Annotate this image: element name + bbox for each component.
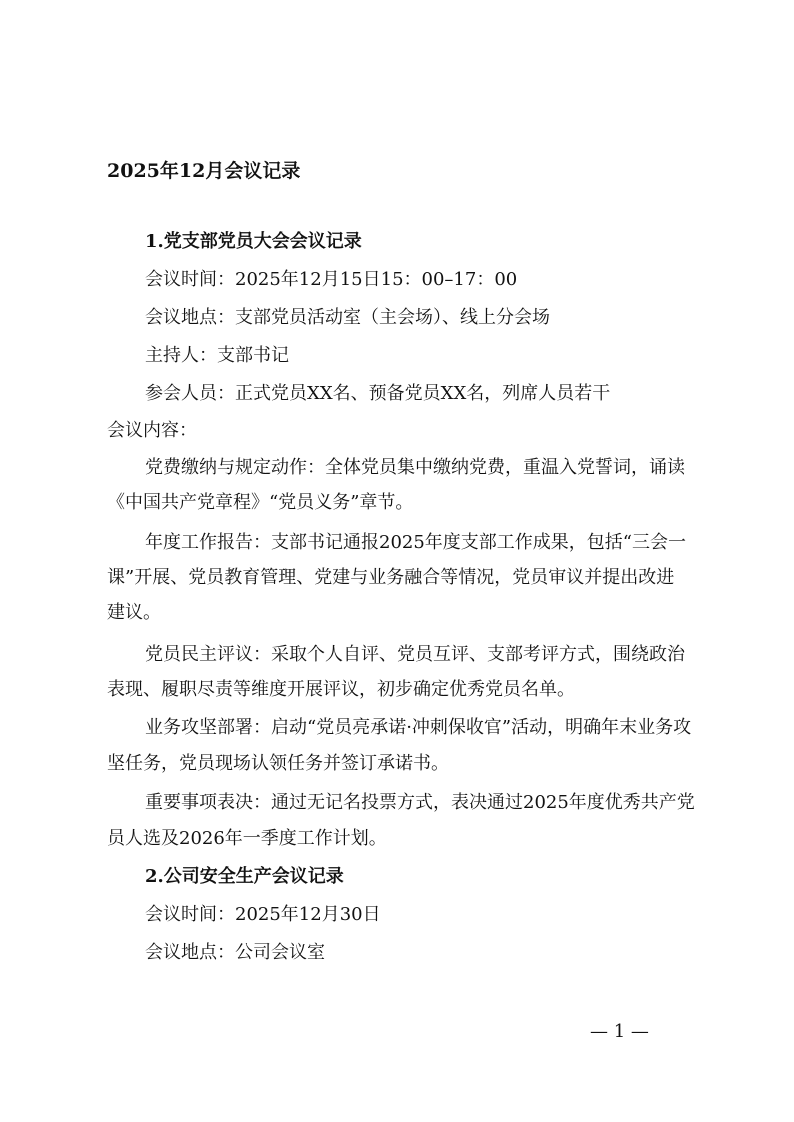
section1-meeting-time: 会议时间：2025年12月15日15：00–17：00 (145, 269, 518, 290)
section2-meeting-time: 会议时间：2025年12月30日 (145, 904, 381, 925)
section1-heading: 1.党支部党员大会会议记录 (145, 231, 362, 252)
section1-item2-line3: 建议。 (107, 602, 161, 623)
section2-meeting-place: 会议地点：公司会议室 (145, 942, 325, 963)
section1-host: 主持人：支部书记 (145, 345, 289, 366)
section1-item1-line2: 《中国共产党章程》“党员义务”章节。 (107, 492, 414, 513)
section1-attendees: 参会人员：正式党员XX名、预备党员XX名，列席人员若干 (145, 383, 611, 404)
section1-item1-line1: 党费缴纳与规定动作：全体党员集中缴纳党费，重温入党誓词，诵读 (145, 457, 685, 478)
section1-item5-line2: 员人选及2026年一季度工作计划。 (107, 828, 387, 849)
section1-item4-line1: 业务攻坚部署：启动“党员亮承诺·冲刺保收官”活动，明确年末业务攻 (145, 717, 692, 738)
section1-item4-line2: 坚任务，党员现场认领任务并签订承诺书。 (107, 753, 449, 774)
document-title: 2025年12月会议记录 (107, 160, 301, 182)
section1-content-label: 会议内容： (107, 420, 197, 441)
section1-meeting-place: 会议地点：支部党员活动室（主会场）、线上分会场 (145, 307, 550, 328)
section1-item3-line2: 表现、履职尽责等维度开展评议，初步确定优秀党员名单。 (107, 679, 575, 700)
section2-heading: 2.公司安全生产会议记录 (145, 866, 344, 887)
section1-item2-line1: 年度工作报告：支部书记通报2025年度支部工作成果，包括“三会一 (145, 532, 687, 553)
page-number: — 1 — (590, 1021, 649, 1042)
section1-item3-line1: 党员民主评议：采取个人自评、党员互评、支部考评方式，围绕政治 (145, 644, 685, 665)
section1-item2-line2: 课”开展、党员教育管理、党建与业务融合等情况，党员审议并提出改进 (107, 567, 675, 588)
section1-item5-line1: 重要事项表决：通过无记名投票方式，表决通过2025年度优秀共产党 (145, 792, 695, 813)
